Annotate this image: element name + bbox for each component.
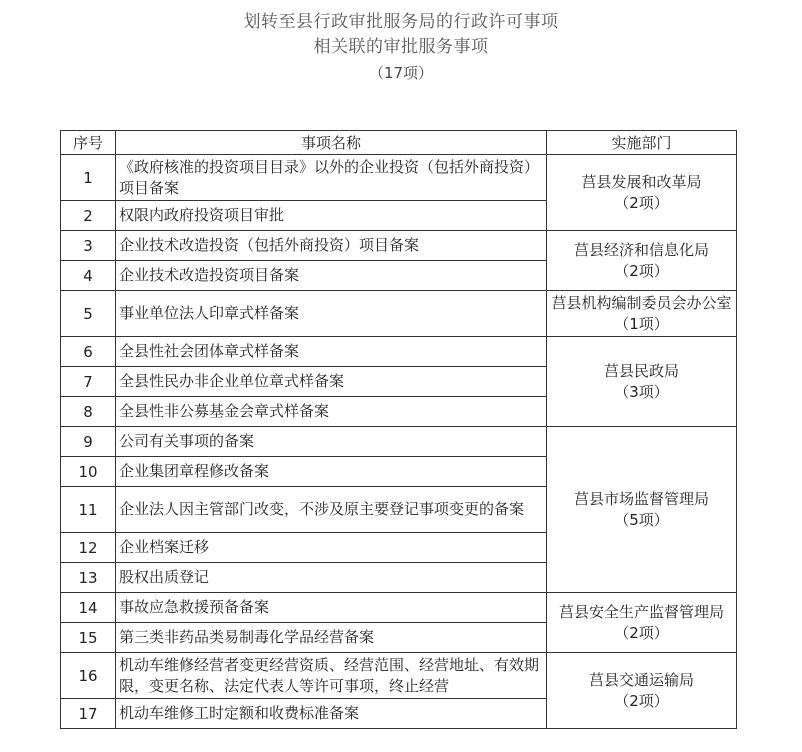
department-count: （3项） [614, 382, 669, 401]
department-name: 莒县市场监督管理局 [573, 489, 709, 508]
title-block [0, 10, 802, 85]
table-row [61, 593, 737, 623]
item-name: 事业单位法人印章式样备案 [116, 291, 547, 337]
row-number: 7 [61, 367, 116, 397]
table-row [61, 291, 737, 337]
department-count: （5项） [614, 510, 669, 529]
item-name: 企业法人因主管部门改变，不涉及原主要登记事项变更的备案 [116, 487, 547, 533]
row-number: 5 [61, 291, 116, 337]
header-department: 实施部门 [547, 131, 737, 155]
row-number: 3 [61, 231, 116, 261]
item-name: 第三类非药品类易制毒化学品经营备案 [116, 623, 547, 653]
item-name: 企业集团章程修改备案 [116, 457, 547, 487]
department-cell [547, 155, 737, 231]
department-count: （2项） [614, 691, 669, 710]
item-name: 企业技术改造投资项目备案 [116, 261, 547, 291]
row-number: 12 [61, 533, 116, 563]
row-number: 1 [61, 155, 116, 201]
row-number: 9 [61, 427, 116, 457]
row-number: 11 [61, 487, 116, 533]
department-count: （2项） [614, 261, 669, 280]
row-number: 13 [61, 563, 116, 593]
items-table [60, 130, 737, 729]
item-name: 事故应急救援预备备案 [116, 593, 547, 623]
row-number: 4 [61, 261, 116, 291]
department-count: （2项） [614, 623, 669, 642]
item-name: 公司有关事项的备案 [116, 427, 547, 457]
item-name: 企业技术改造投资（包括外商投资）项目备案 [116, 231, 547, 261]
department-cell [547, 593, 737, 653]
table-header-row [61, 131, 737, 155]
page-title-line-1: 划转至县行政审批服务局的行政许可事项 [243, 12, 559, 32]
department-cell [547, 291, 737, 337]
department-name: 莒县安全生产监督管理局 [558, 602, 724, 621]
table-row [61, 427, 737, 457]
page-title-line-2: 相关联的审批服务事项 [313, 37, 489, 57]
row-number: 6 [61, 337, 116, 367]
row-number: 15 [61, 623, 116, 653]
table-row [61, 653, 737, 699]
item-name: 股权出质登记 [116, 563, 547, 593]
department-name: 莒县经济和信息化局 [573, 240, 709, 259]
department-name: 莒县民政局 [603, 361, 679, 380]
row-number: 14 [61, 593, 116, 623]
item-name: 全县性非公募基金会章式样备案 [116, 397, 547, 427]
item-name: 《政府核准的投资项目目录》以外的企业投资（包括外商投资）项目备案 [116, 155, 547, 201]
header-item-name: 事项名称 [116, 131, 547, 155]
item-name: 权限内政府投资项目审批 [116, 201, 547, 231]
department-cell [547, 427, 737, 593]
department-count: （2项） [614, 193, 669, 212]
department-name: 莒县机构编制委员会办公室（1项） [551, 293, 732, 333]
row-number: 8 [61, 397, 116, 427]
department-cell [547, 653, 737, 729]
table-row [61, 337, 737, 367]
table-row [61, 231, 737, 261]
row-number: 2 [61, 201, 116, 231]
table-row [61, 155, 737, 201]
item-name: 全县性社会团体章式样备案 [116, 337, 547, 367]
department-name: 莒县发展和改革局 [581, 172, 702, 191]
item-name: 机动车维修经营者变更经营资质、经营范围、经营地址、有效期限，变更名称、法定代表人等许可事项，终止经营 [116, 653, 547, 699]
row-number: 16 [61, 653, 116, 699]
item-name: 企业档案迁移 [116, 533, 547, 563]
item-count: （17项） [368, 64, 434, 82]
row-number: 10 [61, 457, 116, 487]
department-cell [547, 231, 737, 291]
row-number: 17 [61, 699, 116, 729]
header-seq: 序号 [61, 131, 116, 155]
department-name: 莒县交通运输局 [588, 670, 694, 689]
department-cell [547, 337, 737, 427]
item-name: 机动车维修工时定额和收费标准备案 [116, 699, 547, 729]
item-name: 全县性民办非企业单位章式样备案 [116, 367, 547, 397]
